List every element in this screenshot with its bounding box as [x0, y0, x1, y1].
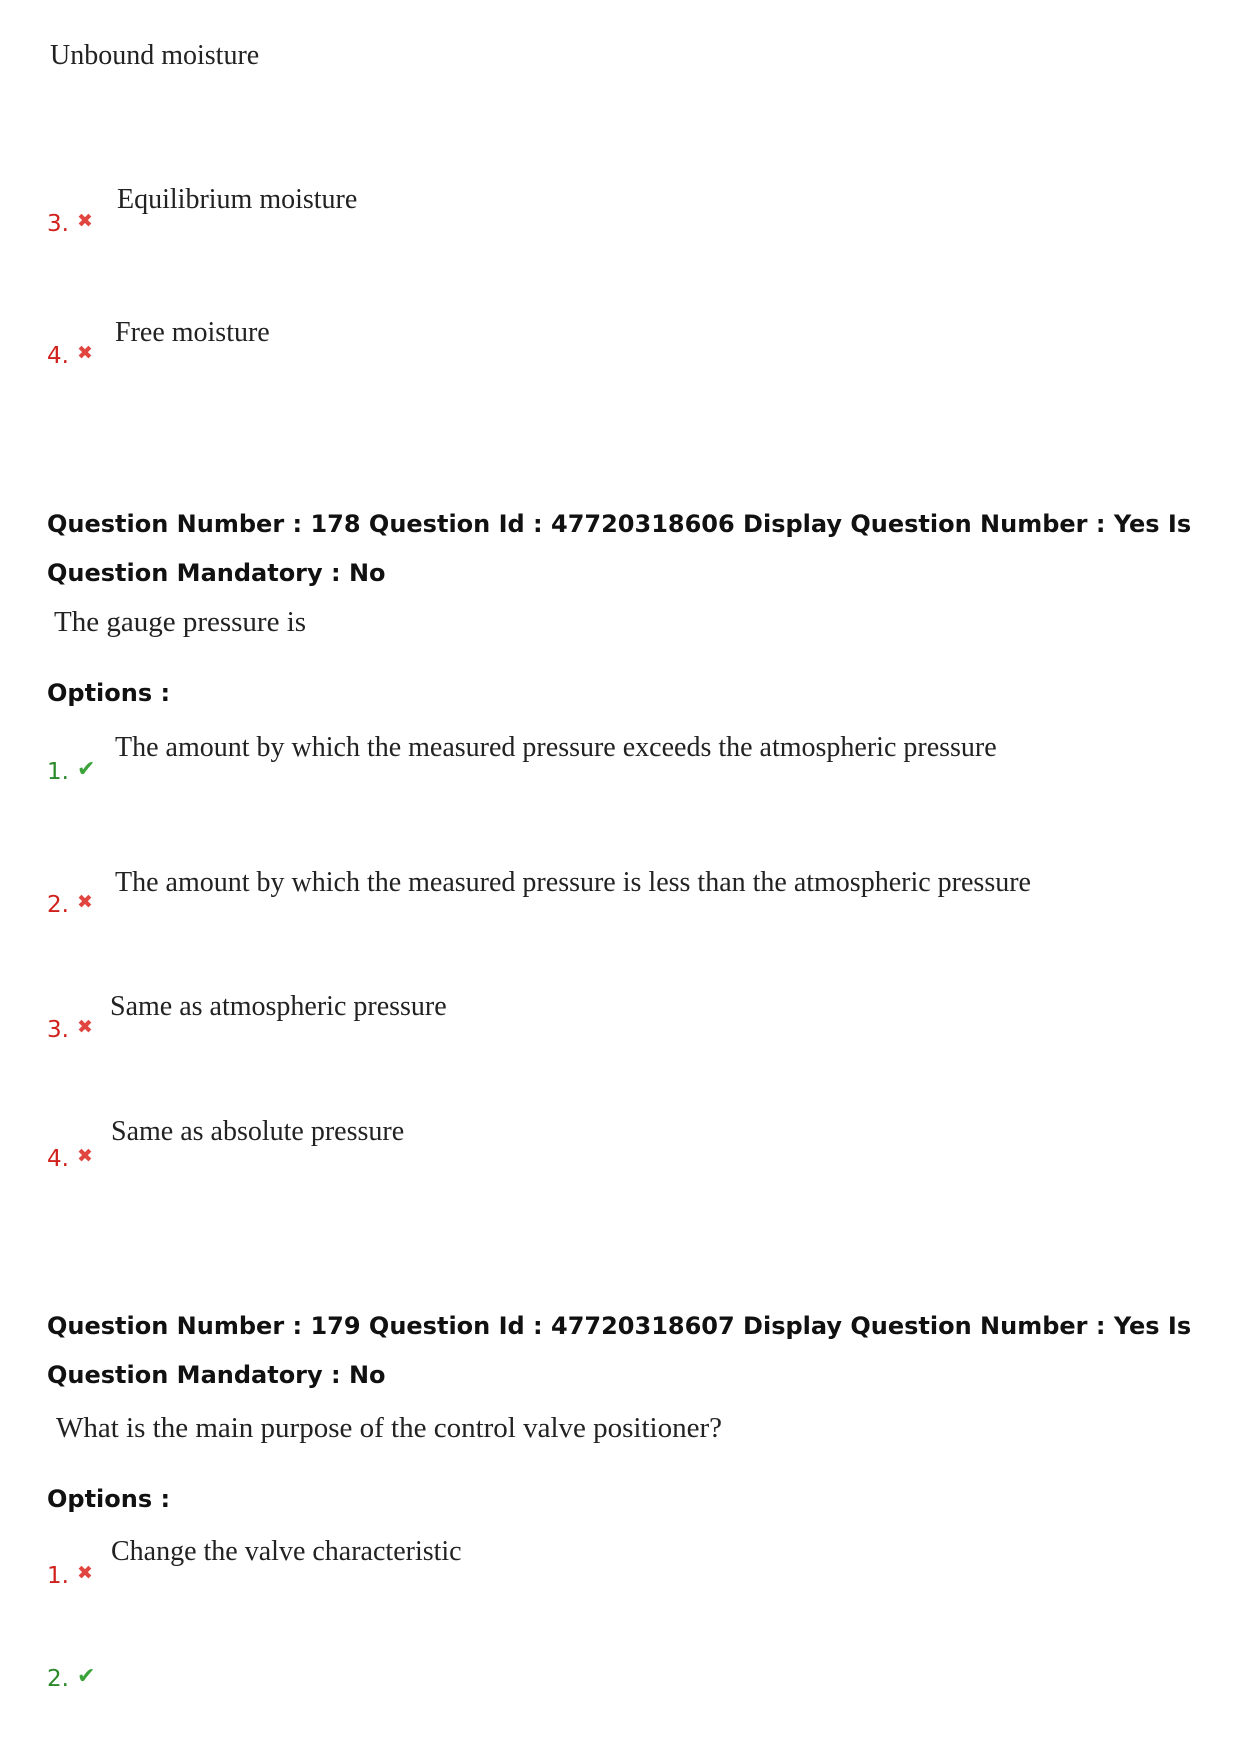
cross-icon: ✖: [76, 891, 93, 913]
cross-icon: ✖: [76, 210, 93, 232]
q178-question-text: The gauge pressure is: [54, 606, 307, 638]
prev-option-4-number: 4. ✖: [47, 342, 93, 369]
q178-option-1-text: The amount by which the measured pressure exceeds the atmospheric pressure: [115, 732, 997, 763]
prev-option-3-number: 3. ✖: [47, 210, 93, 237]
q179-meta: Question Number : 179 Question Id : 47720318607 Display Question Number : Yes Is Question Mandatory : No: [47, 1312, 1192, 1389]
check-icon: ✔: [76, 1664, 96, 1689]
q178-option-1-number: 1. ✔: [47, 757, 96, 785]
q179-question-text: What is the main purpose of the control valve positioner?: [56, 1412, 723, 1444]
q178-option-4-number: 4. ✖: [47, 1145, 93, 1172]
q178-options-label: Options :: [47, 679, 171, 707]
q178-option-3-text: Same as atmospheric pressure: [110, 991, 447, 1022]
q178-option-2-number: 2. ✖: [47, 891, 93, 918]
q178-option-2-text: The amount by which the measured pressure is less than the atmospheric pressure: [115, 867, 1031, 898]
prev-option-3-text: Equilibrium moisture: [117, 184, 358, 215]
cross-icon: ✖: [76, 1016, 93, 1038]
q179-options-label: Options :: [47, 1485, 171, 1513]
cross-icon: ✖: [76, 1562, 93, 1584]
q179-option-1-number: 1. ✖: [47, 1562, 93, 1589]
cross-icon: ✖: [76, 342, 93, 364]
q178-option-3-number: 3. ✖: [47, 1016, 93, 1043]
q178-option-4-text: Same as absolute pressure: [111, 1116, 405, 1147]
q179-option-2-number: 2. ✔: [47, 1664, 96, 1692]
prev-option-text: Unbound moisture: [50, 40, 260, 71]
prev-option-4-text: Free moisture: [115, 317, 270, 348]
check-icon: ✔: [76, 757, 96, 782]
q178-meta: Question Number : 178 Question Id : 47720318606 Display Question Number : Yes Is Question Mandatory : No: [47, 510, 1192, 587]
q179-option-1-text: Change the valve characteristic: [111, 1536, 462, 1567]
cross-icon: ✖: [76, 1145, 93, 1167]
